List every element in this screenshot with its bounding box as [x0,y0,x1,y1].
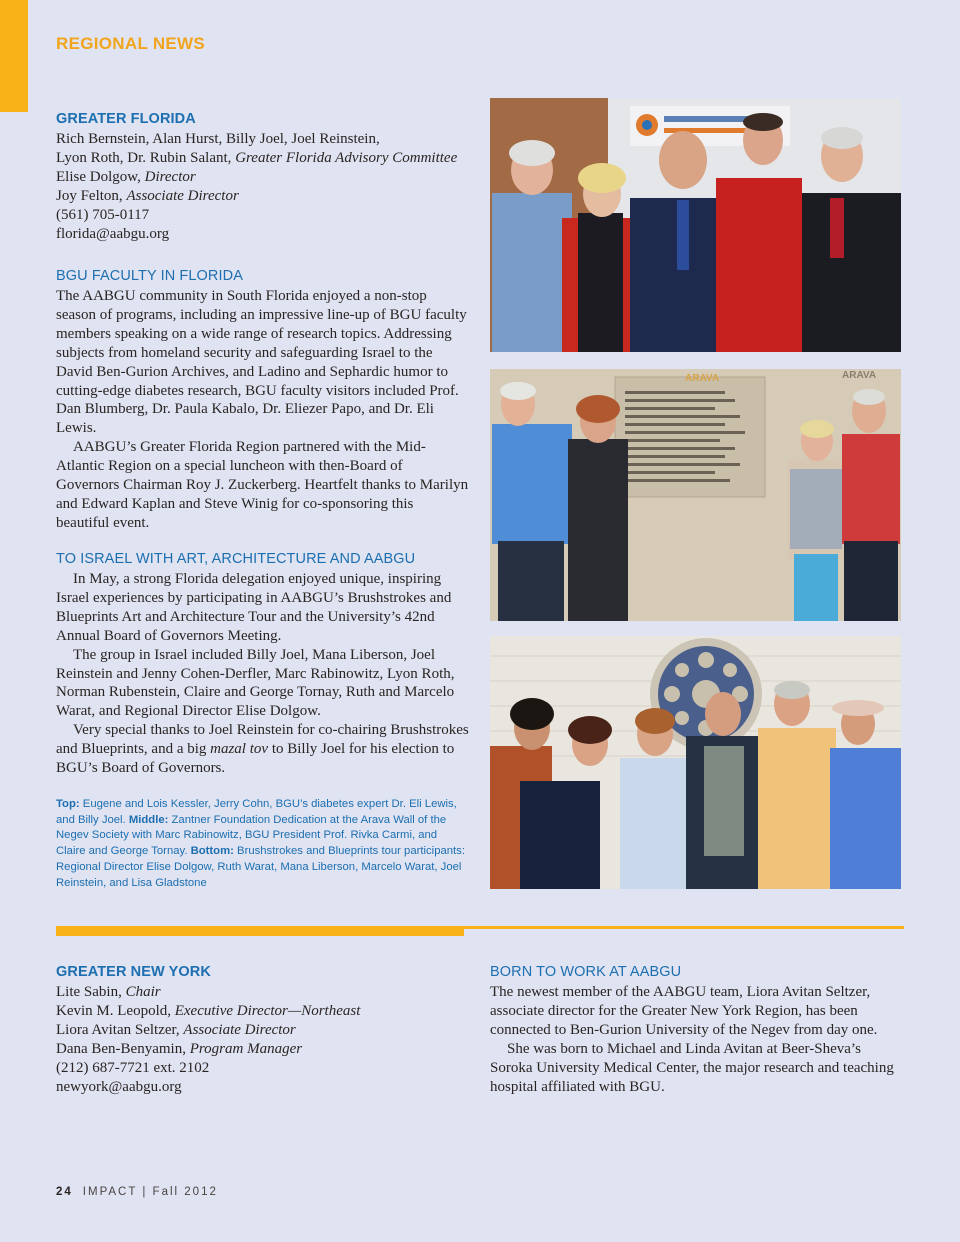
top-photo-illustration [490,98,901,352]
born-paragraph-1: The newest member of the AABGU team, Liora Avitan Seltzer, associate director for the Greater New York Region, has been connected to Ben-Gurion University of the Negev from day one. [490,984,878,1038]
florida-assoc-name: Joy Felton, [56,188,127,204]
newyork-program-name: Dana Ben-Benyamin, [56,1041,190,1057]
israel-art-p3-pre: Very special thanks to Joel Reinstein for co-chairing Brushstrokes and Blueprints, and a big [56,722,469,758]
florida-director-line [56,168,476,187]
faculty-article [56,268,469,533]
florida-email[interactable]: florida@aabgu.org [56,226,170,242]
newyork-contact-block [56,964,476,1097]
caption-bottom-label: Bottom: [190,845,234,858]
newyork-exec-line [56,1002,476,1021]
newyork-email[interactable]: newyork@aabgu.org [56,1079,182,1095]
newyork-chair-name: Lite Sabin, [56,984,126,1000]
caption-middle-label: Middle: [128,813,169,826]
newyork-assoc-line [56,1021,476,1040]
israel-art-heading: TO ISRAEL WITH ART, ARCHITECTURE AND AABGU [56,551,416,567]
newyork-chair-line [56,983,476,1002]
israel-art-p3-emphasis: mazal tov [210,741,269,758]
newyork-assoc-name: Liora Avitan Seltzer, [56,1022,184,1038]
bottom-photo-illustration [490,636,901,889]
page-footer [56,1186,218,1198]
florida-assoc-line [56,187,476,206]
newyork-exec-name: Kevin M. Leopold, [56,1003,175,1019]
newyork-heading: GREATER NEW YORK [56,964,211,980]
caption-top-text: Eugene and Lois Kessler, Jerry Cohn, BGU’s diabetes expert Dr. Eli Lewis, and Billy Joel. [56,798,457,826]
florida-heading: GREATER FLORIDA [56,111,196,127]
newyork-program-line [56,1040,476,1059]
florida-director-role: Director [144,169,196,185]
photo-caption [56,797,466,891]
page-number: 24 [56,1186,73,1198]
israel-art-p3-post: to Billy Joel for his election to BGU’s Board of Governors. [56,741,455,777]
born-paragraph-2: She was born to Michael and Linda Avitan at Beer-Sheva’s Soroka University Medical Center, the major research and teaching hospital affiliated with BGU. [490,1040,894,1095]
caption-bottom-text: Brushstrokes and Blueprints tour participants: Regional Director Elise Dolgow, Ruth Warat, Mana Liberson, Marcelo Warat, Joel Reinstein, and Lisa Gladstone [56,845,465,889]
newyork-phone: (212) 687-7721 ext. 2102 [56,1060,210,1076]
florida-committee-role: Greater Florida Advisory Committee [235,150,458,166]
section-divider-thick [56,926,464,936]
middle-photo [490,369,901,621]
israel-art-paragraph-1: In May, a strong Florida delegation enjoyed unique, inspiring Israel experiences by participating in AABGU’s Brushstrokes and Blueprints Art and Architecture Tour and the University’s 42nd Annual Board of Governors Meeting. [56,571,452,644]
florida-committee-names: Lyon Roth, Dr. Rubin Salant, [56,150,236,166]
newyork-assoc-role: Associate Director [183,1022,296,1038]
section-divider-thin [464,926,904,929]
israel-art-article [56,551,469,778]
florida-phone: (561) 705-0117 [56,207,150,223]
florida-assoc-role: Associate Director [126,188,239,204]
caption-middle-text: Zantner Foundation Dedication at the Arava Wall of the Negev Society with Marc Rabinowitz, BGU President Prof. Rivka Carmi, and Claire and George Tornay. [56,813,447,858]
florida-contact-block [56,111,476,244]
faculty-paragraph-1: The AABGU community in South Florida enjoyed a non-stop season of programs, including an impressive line-up of BGU faculty members speaking on a wide range of research topics. Addressing subjects from homeland security and safeguarding Israel to the David Ben-Gurion Archives, and Ladino and Sephardic humor to cutting-edge diabetes research, BGU faculty visitors included Prof. Dan Blumberg, Dr. Paula Kabalo, Dr. Eliezer Papo, and Dr. Eli Lewis. [56,288,467,437]
newyork-program-role: Program Manager [189,1041,303,1057]
born-heading: BORN TO WORK AT AABGU [490,964,682,980]
florida-director-name: Elise Dolgow, [56,169,145,185]
middle-wall-label-right: ARAVA [842,370,877,381]
born-article [490,964,902,1096]
florida-committee-line2 [56,149,476,168]
newyork-chair-role: Chair [125,984,161,1000]
israel-art-paragraph-3 [56,721,469,778]
top-photo [490,98,901,352]
section-kicker: REGIONAL NEWS [56,34,206,53]
middle-wall-label: ARAVA [685,373,720,384]
newyork-exec-role: Executive Director—Northeast [174,1003,361,1019]
bottom-photo [490,636,901,889]
faculty-heading: BGU FACULTY IN FLORIDA [56,268,243,284]
publication-name: IMPACT | Fall 2012 [82,1186,218,1198]
caption-top-label: Top: [56,798,80,810]
yellow-edge-tab [0,0,28,112]
middle-photo-illustration [490,369,901,621]
faculty-paragraph-2: AABGU’s Greater Florida Region partnered with the Mid-Atlantic Region on a special luncheon with then-Board of Governors Chairman Roy J. Zuckerberg. Heartfelt thanks to Marilyn and Edward Kaplan and Steve Winig for co-sponsoring this beautiful event. [56,439,469,531]
israel-art-paragraph-2: The group in Israel included Billy Joel, Mana Liberson, Joel Reinstein and Jenny Cohen-Derfler, Marc Rabinowitz, Lyon Roth, Norman Rubenstein, Claire and George Tornay, Ruth and Marcelo Warat, and Regional Director Elise Dolgow. [56,646,455,720]
florida-committee-line1: Rich Bernstein, Alan Hurst, Billy Joel, Joel Reinstein, [56,131,380,147]
